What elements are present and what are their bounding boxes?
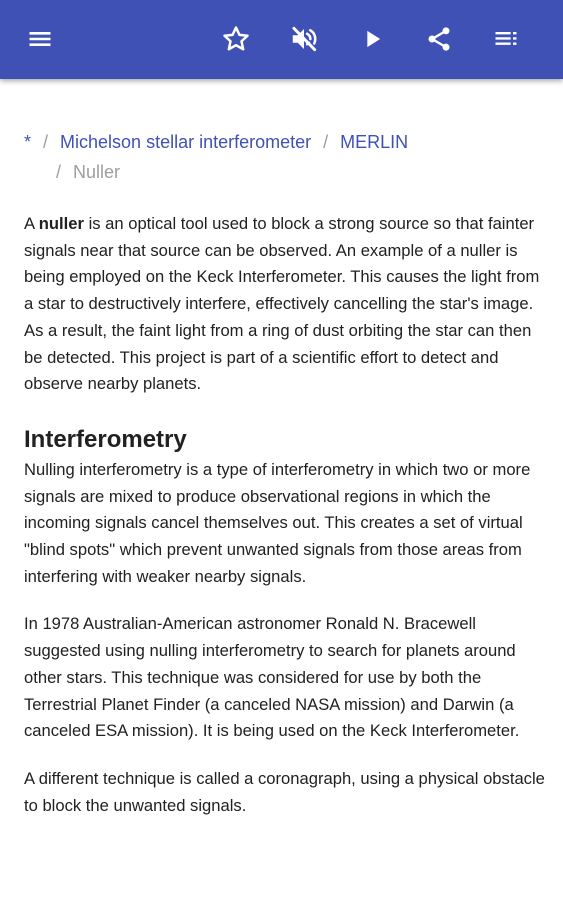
intro-term: nuller [38, 214, 84, 233]
share-button[interactable] [418, 18, 460, 60]
paragraph: A different technique is called a coronagraph, using a physical obstacle to block the unwanted signals. [24, 768, 545, 815]
intro-paragraph [24, 211, 546, 398]
paragraph: Nulling interferometry is a type of interferometry in which two or more signals are mixed to produce observational regions in which the incoming signals cancel themselves out. This creates a set of virtual "blind spots" which prevent unwanted signals from those areas from interfering with weaker nearby signals. [24, 459, 531, 586]
intro-text: is an optical tool used to block a strong source so that fainter signals near that source can be observed. An example of a nuller is being employed on the Keck Interferometer. This causes the light from a star to destructively interfere, effectively cancelling the star's image. As a result, the faint light from a ring of dust orbiting the star can then be detected. This project is part of a scientific effort to detect and observe nearby planets. [24, 214, 540, 394]
breadcrumb-home-link[interactable]: * [24, 132, 32, 152]
breadcrumb [24, 127, 524, 187]
play-button[interactable] [351, 18, 393, 60]
section-heading: Interferometry [24, 425, 187, 453]
breadcrumb-separator: / [56, 162, 62, 182]
article-content [0, 79, 563, 900]
volume-off-icon [289, 24, 319, 54]
app-toolbar [0, 0, 563, 79]
paragraph: In 1978 Australian-American astronomer Ronald N. Bracewell suggested using nulling interferometry to search for planets around other stars. This technique was considered for use by both the Terrestrial Planet Finder (a canceled NASA mission) and Darwin (a canceled ESA mission). It is being used on the Keck Interferometer. [24, 614, 520, 741]
breadcrumb-link-michelson[interactable]: Michelson stellar interferometer [60, 132, 312, 152]
article-body [24, 211, 546, 819]
breadcrumb-current: Nuller [73, 162, 121, 182]
list-icon [492, 25, 520, 53]
intro-prefix: A [24, 214, 39, 233]
bookmark-button[interactable] [215, 18, 257, 60]
contents-button[interactable] [485, 18, 527, 60]
star-outline-icon [221, 24, 251, 54]
menu-button[interactable] [19, 18, 61, 60]
breadcrumb-separator: / [43, 132, 49, 152]
menu-icon [26, 25, 54, 53]
play-icon [358, 25, 386, 53]
breadcrumb-link-merlin[interactable]: MERLIN [340, 132, 409, 152]
mute-button[interactable] [283, 18, 325, 60]
breadcrumb-separator: / [323, 132, 329, 152]
share-icon [425, 25, 453, 53]
